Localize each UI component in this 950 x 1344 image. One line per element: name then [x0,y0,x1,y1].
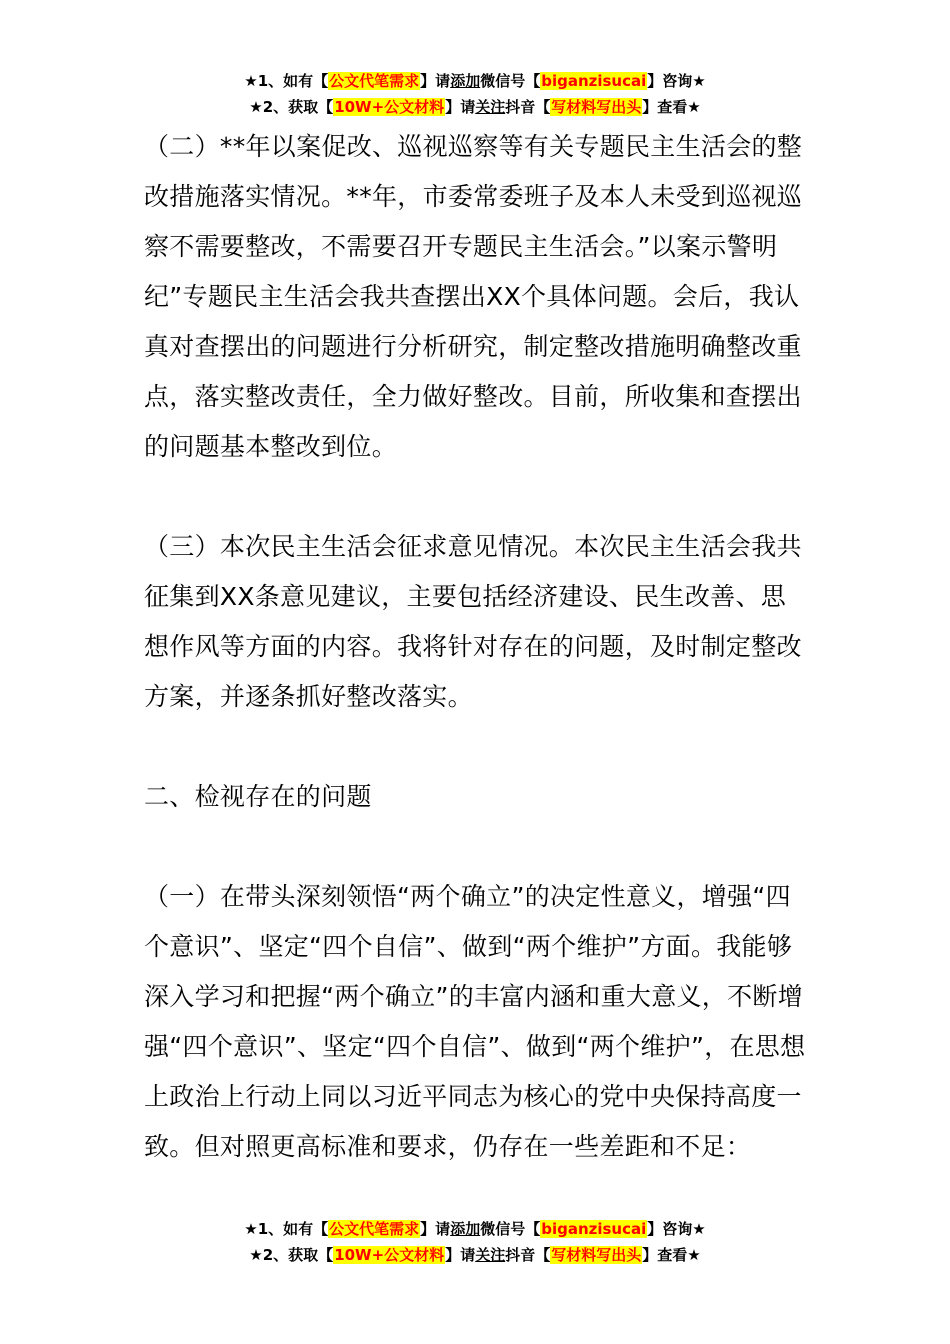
promo-underlined: 关注 [475,98,506,116]
promo-text: 】查看★ [642,98,701,116]
section-heading: 二、检视存在的问题 [144,782,372,811]
promo-text: 】咨询★ [647,1220,706,1238]
promo-text: 】请 [445,1246,476,1264]
paragraph-spacer [144,722,808,772]
promo-text: 抖音【 [505,1246,551,1264]
promo-text: ★2、获取【 [249,98,334,116]
promo-text: 微信号【 [480,1220,541,1238]
promo-line-2 [0,1242,950,1268]
promo-text: 】请 [445,98,476,116]
header-promo-banner [0,68,950,120]
promo-line-2 [0,94,950,120]
promo-underlined: 添加 [450,1220,481,1238]
promo-highlight: biganzisucai [541,72,647,90]
promo-underlined: 添加 [450,72,481,90]
promo-text: 】咨询★ [647,72,706,90]
promo-text: 】请 [420,1220,451,1238]
paragraph-spacer [144,472,808,522]
promo-highlight: 写材料写出头 [551,98,642,116]
promo-highlight: 10W+公文材料 [334,1246,445,1264]
promo-highlight: 公文代笔需求 [329,72,420,90]
promo-highlight: 10W+公文材料 [334,98,445,116]
promo-highlight: 公文代笔需求 [329,1220,420,1238]
paragraph-problems: （一）在带头深刻领悟“两个确立”的决定性意义，增强“四个意识”、坚定“四个自信”、做到“两个维护”方面。我能够深入学习和把握“两个确立”的丰富内涵和重大意义，不断增强“四个意识”、坚定“四个自信”、做到“两个维护”，在思想上政治上行动上同以习近平同志为核心的党中央保持高度一致。但对照更高标准和要求，仍存在一些差距和不足： [144,882,806,1161]
promo-text: 微信号【 [480,72,541,90]
paragraph-spacer [144,822,808,872]
promo-text: ★2、获取【 [249,1246,334,1264]
promo-text: 】请 [420,72,451,90]
promo-text: ★1、如有【 [244,1220,329,1238]
promo-text: ★1、如有【 [244,72,329,90]
footer-promo-banner [0,1216,950,1268]
paragraph-opinions: （三）本次民主生活会征求意见情况。本次民主生活会我共征集到XX条意见建议，主要包括经济建设、民生改善、思想作风等方面的内容。我将针对存在的问题，及时制定整改方案，并逐条抓好整改落实。 [144,532,802,711]
promo-highlight: biganzisucai [541,1220,647,1238]
promo-line-1 [0,68,950,94]
promo-text: 】查看★ [642,1246,701,1264]
promo-line-1 [0,1216,950,1242]
promo-text: 抖音【 [505,98,551,116]
promo-underlined: 关注 [475,1246,506,1264]
paragraph-implementation: （二）**年以案促改、巡视巡察等有关专题民主生活会的整改措施落实情况。**年，市委常委班子及本人未受到巡视巡察不需要整改，不需要召开专题民主生活会。”以案示警明纪”专题民主生活会我共查摆出XX个具体问题。会后，我认真对查摆出的问题进行分析研究，制定整改措施明确整改重点，落实整改责任，全力做好整改。目前，所收集和查摆出的问题基本整改到位。 [144,132,803,461]
promo-highlight: 写材料写出头 [551,1246,642,1264]
document-body [144,122,808,1172]
